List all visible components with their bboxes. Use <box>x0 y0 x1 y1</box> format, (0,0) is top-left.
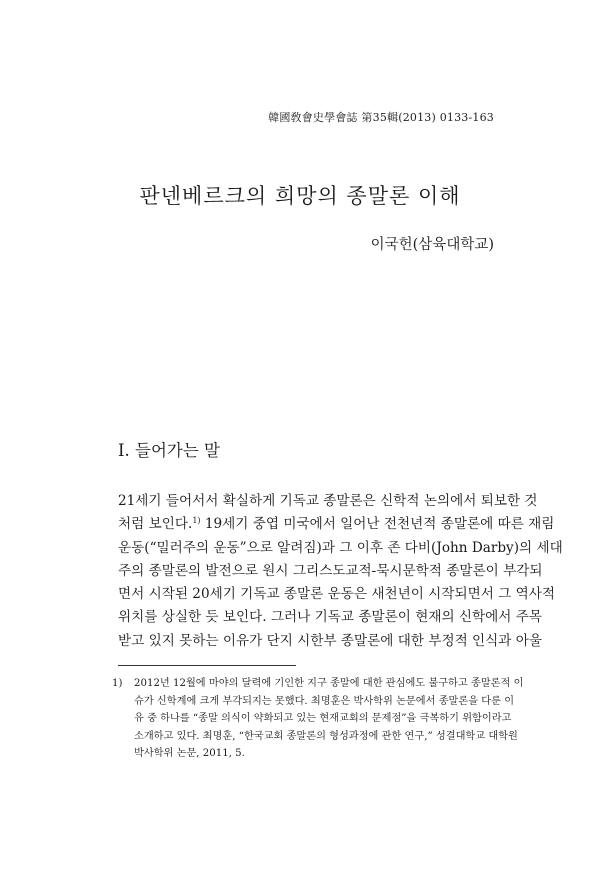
body-line: 받고 있지 못하는 이유가 단지 시한부 종말론에 대한 부정적 인식과 아울 <box>118 632 543 649</box>
article-title: 판넨베르크의 희망의 종말론 이해 <box>139 184 461 208</box>
footnote-line: 박사학위 논문, 2011, 5. <box>134 748 245 760</box>
footnote <box>112 675 524 763</box>
body-line <box>118 513 555 536</box>
footnote-line: 유 중 하나를 “종말 의식이 약화되고 있는 현재교회의 문제점”을 극복하기 위함이라고 <box>134 713 512 725</box>
footnote-marker: 1) <box>112 678 123 689</box>
body-line: 21세기 들어서서 확실하게 기독교 종말론은 신학적 논의에서 퇴보한 것 <box>118 493 538 509</box>
body-line-text: 19세기 중엽 미국에서 일어난 전천년적 종말론에 따른 재림 <box>200 516 555 533</box>
body-line: 주의 종말론의 발전으로 원시 그리스도교적-묵시문학적 종말론이 부각되 <box>118 562 543 579</box>
footnote-line: 슈가 신학계에 크게 부각되지는 못했다. 최명훈은 박사학위 논문에서 종말론을 다룬 이 <box>134 695 515 707</box>
body-line: 운동(“밀러주의 운동”으로 알려짐)과 그 이후 존 다비(John Darby)의 세대 <box>118 539 563 556</box>
body-line: 면서 시작된 20세기 기독교 종말론 운동은 새천년이 시작되면서 그 역사적 <box>118 586 556 603</box>
footnote-line <box>112 675 524 693</box>
footnote-line: 소개하고 있다. 최명훈, “한국교회 종말론의 형성과정에 관한 연구,” 성결대학교 대학원 <box>134 730 518 742</box>
footnote-reference[interactable]: 1) <box>192 516 201 526</box>
section-heading: I. 들어가는 말 <box>118 441 220 460</box>
body-paragraph <box>118 490 563 653</box>
body-line: 위치를 상실한 듯 보인다. 그러나 기독교 종말론이 현재의 신학에서 주목 <box>118 609 543 626</box>
footnote-divider <box>118 665 296 666</box>
author-affiliation: 이국헌(삼육대학교) <box>370 237 494 253</box>
footnote-text: 2012년 12월에 마야의 달력에 기인한 지구 종말에 대한 관심에도 불구하고 종말론적 이 <box>134 678 524 689</box>
running-head: 韓國敎會史學會誌 第35輯(2013) 0133-163 <box>268 111 494 124</box>
body-line-text: 처럼 보인다. <box>118 516 193 533</box>
